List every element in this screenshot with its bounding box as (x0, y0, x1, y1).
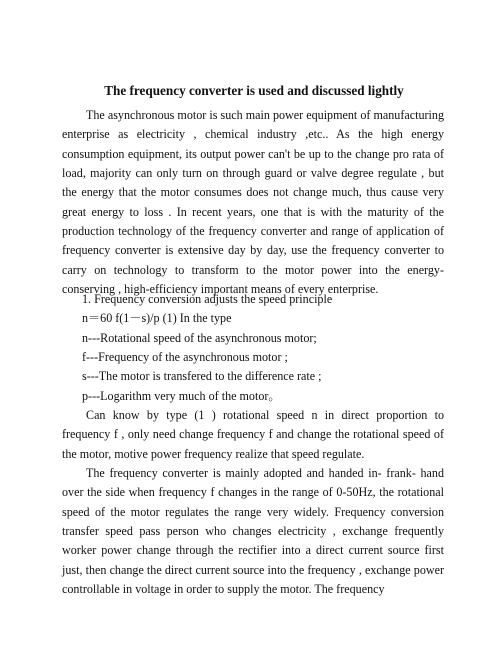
section-heading: 1. Frequency conversion adjusts the speed principle (82, 292, 333, 306)
speed-formula: n＝60 f(1－s)/p (1) In the type (82, 311, 232, 325)
intro-paragraph: The asynchronous motor is such main power equipment of manufacturing enterprise as electricity , chemical industry ,etc.. As the high energy consumption equipment, its output power can't be up to the change pro rata of load, majority can only turn on through guard or valve degree regulate , but the energy that the motor consumes does not change much, thus cause very great energy to loss . In recent years, one that is with the maturity of the production technology of the frequency converter and range of application of frequency converter is extensive day by day, use the frequency converter to carry on technology to transform to the motor power into the energy-conserving , high-efficiency important means of every enterprise. (62, 108, 444, 297)
definition-p: p---Logarithm very much of the motor。 (82, 389, 281, 403)
speed-regulation-paragraph: Can know by type (1 ) rotational speed n in direct proportion to frequency f , only need change frequency f and change the rotational speed of the motor, motive power frequency realize that speed regulate. (62, 408, 444, 461)
definition-s: s---The motor is transfered to the difference rate ; (82, 369, 322, 383)
definition-n: n---Rotational speed of the asynchronous motor; (82, 331, 317, 345)
definition-f: f---Frequency of the asynchronous motor ; (82, 350, 288, 364)
document-title: The frequency converter is used and discussed lightly (104, 83, 404, 98)
converter-paragraph: The frequency converter is mainly adopted and handed in- frank- hand over the side when frequency f changes in the range of 0-50Hz, the rotational speed of the motor regulates the range very widely. Frequency conversion transfer speed pass person who changes electricity , exchange frequently worker power change through the rectifier into a direct current source first just, then change the direct current source into the frequency , exchange power controllable in voltage in order to supply the motor. The frequency (62, 466, 444, 597)
